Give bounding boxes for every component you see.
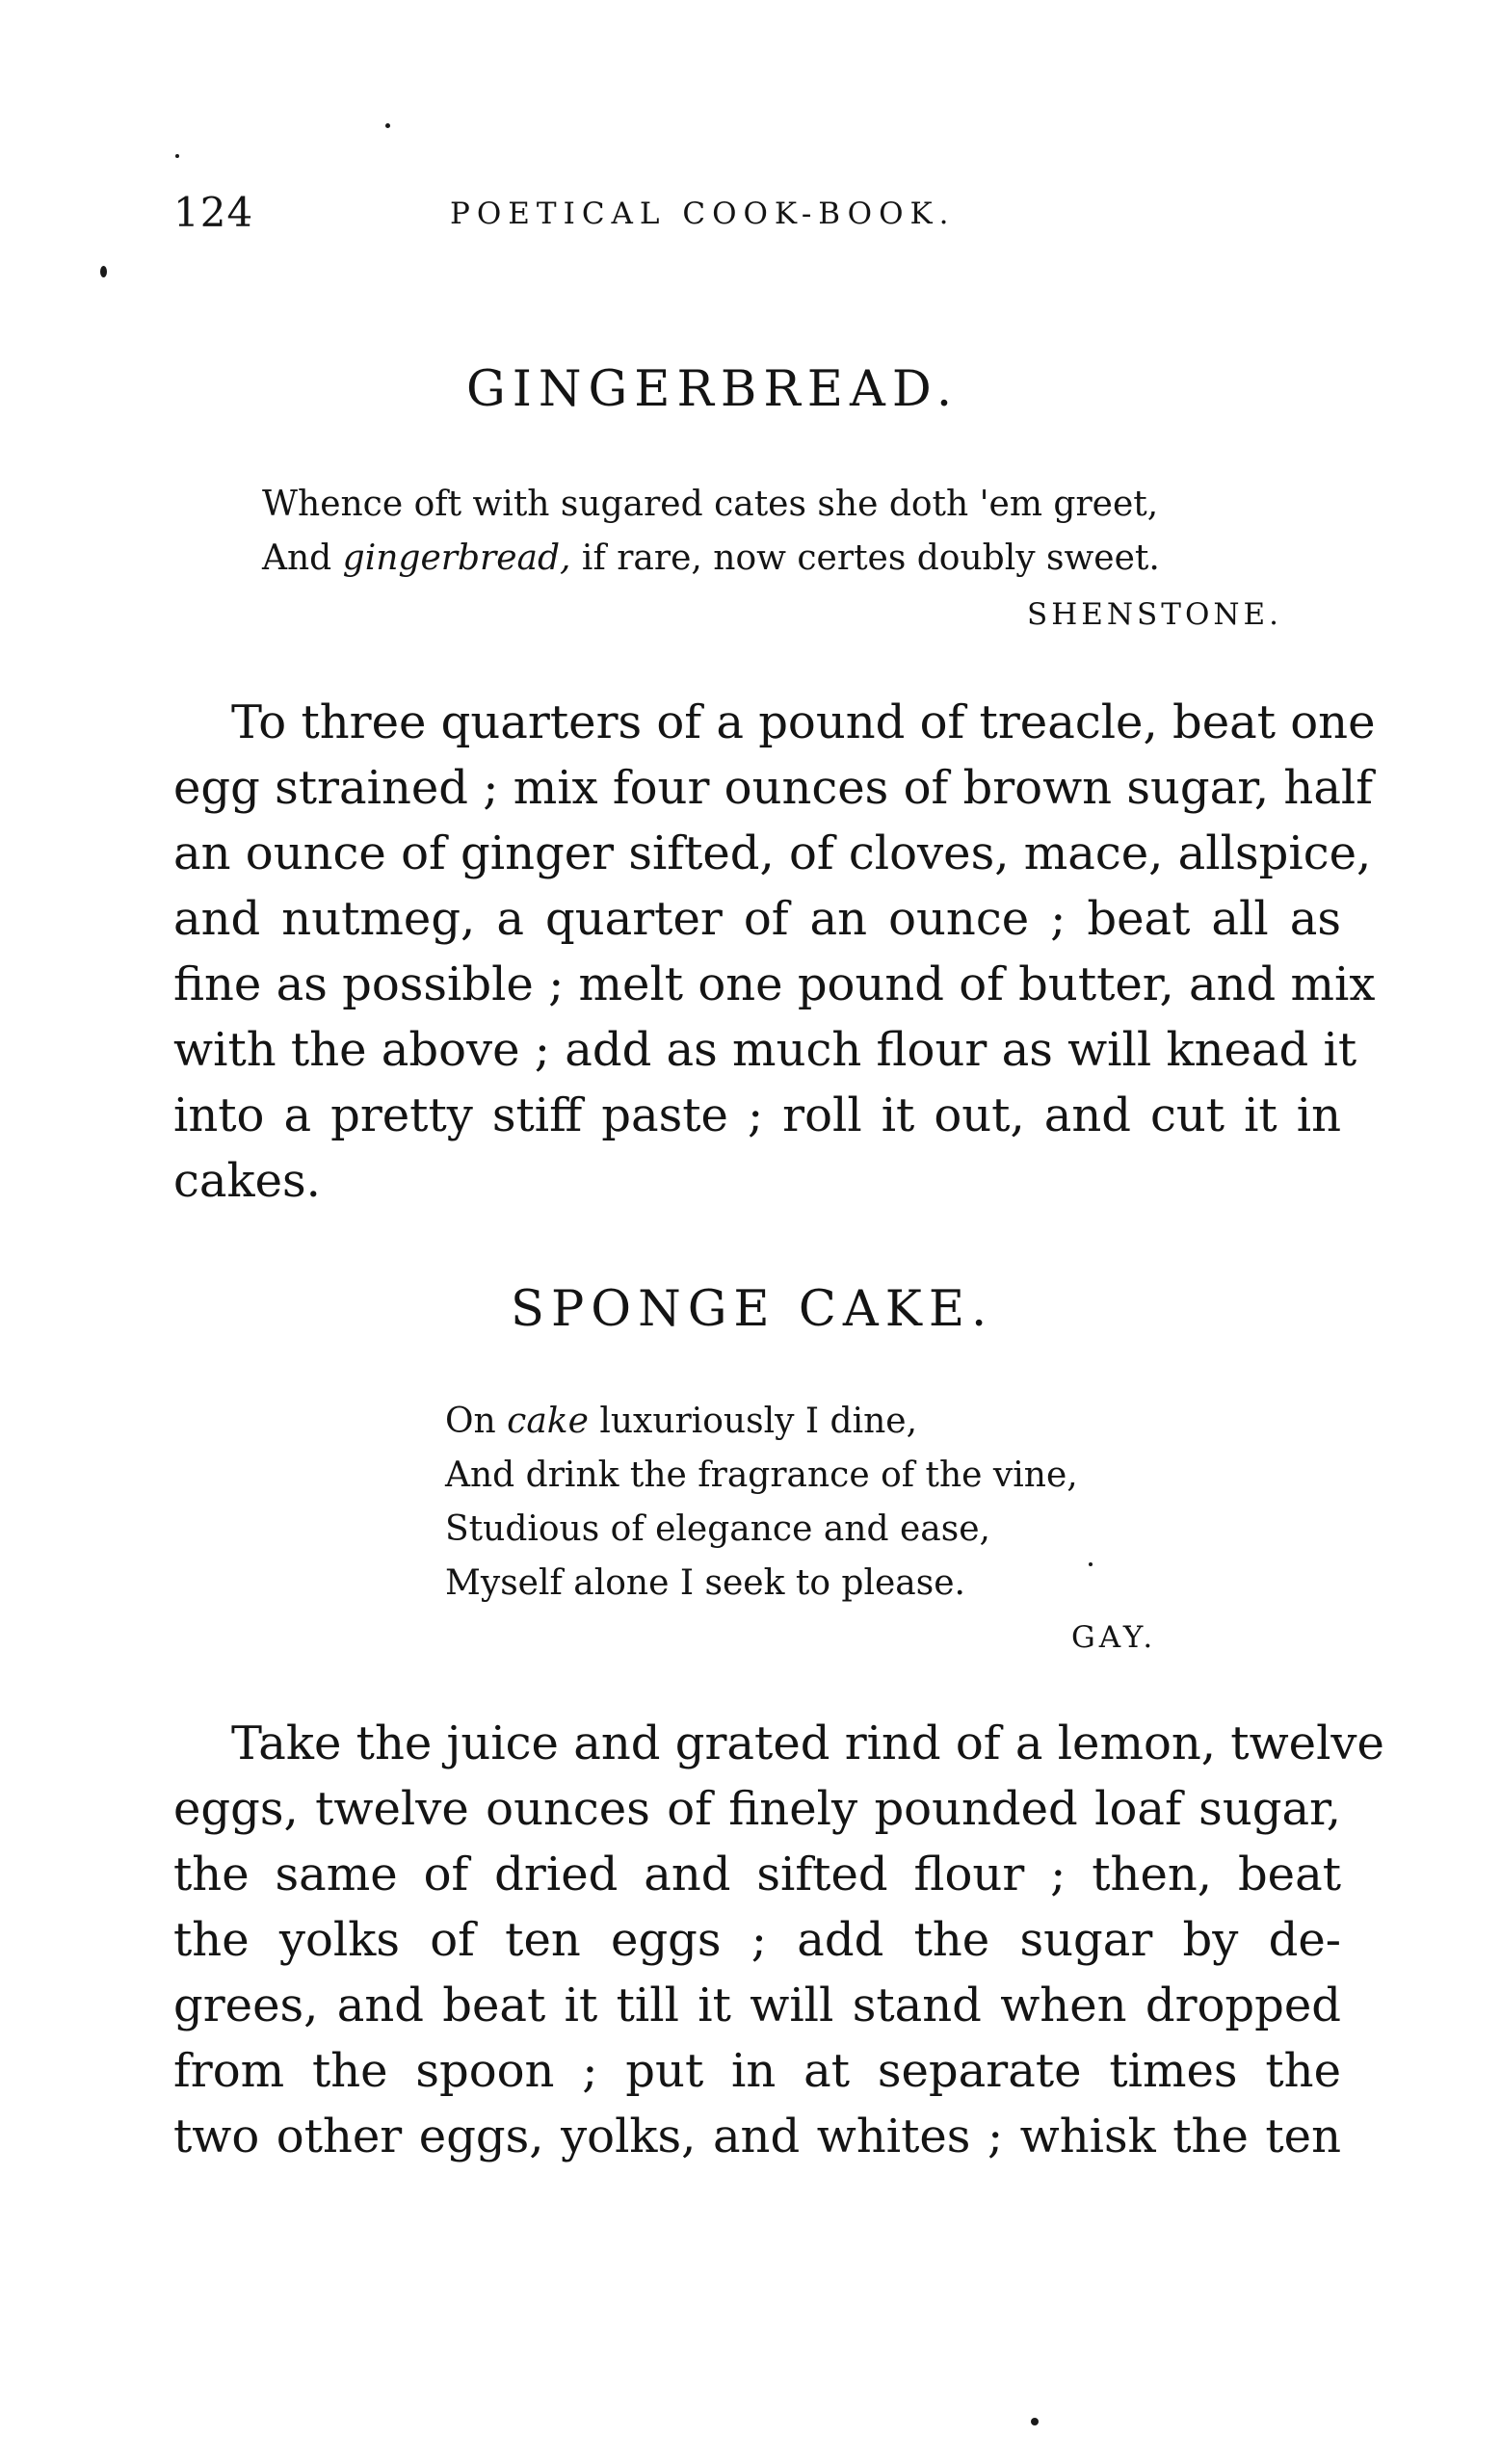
recipe-line: the yolks of ten eggs ; add the sugar by de- bbox=[173, 1913, 1341, 1967]
recipe-gingerbread bbox=[173, 690, 1376, 1214]
verse-line: Whence oft with sugared cates she doth 'em greet, bbox=[262, 485, 1159, 524]
ink-speck bbox=[175, 154, 179, 158]
recipe-line: from the spoon ; put in at separate times the bbox=[173, 2044, 1341, 2098]
recipe-line: an ounce of ginger sifted, of cloves, mace, allspice, bbox=[173, 826, 1372, 880]
verse-line bbox=[445, 1395, 1078, 1449]
section-title-gingerbread: GINGERBREAD. bbox=[466, 361, 960, 418]
verse-gingerbread bbox=[262, 478, 1160, 586]
verse-text: And bbox=[262, 538, 343, 578]
verse-text: On bbox=[445, 1402, 508, 1441]
recipe-line: the same of dried and sifted flour ; then, beat bbox=[173, 1848, 1341, 1901]
verse-sponge-cake bbox=[445, 1395, 1078, 1611]
verse-line: Myself alone I seek to please. bbox=[445, 1563, 965, 1603]
recipe-line: To three quarters of a pound of treacle, beat one bbox=[231, 695, 1376, 749]
recipe-line: cakes. bbox=[173, 1154, 321, 1208]
verse-italic-word: cake bbox=[507, 1402, 589, 1441]
recipe-line: into a pretty stiff paste ; roll it out, and cut it in bbox=[173, 1088, 1341, 1142]
recipe-sponge-cake bbox=[173, 1711, 1384, 2169]
recipe-line: grees, and beat it till it will stand when dropped bbox=[173, 1979, 1341, 2032]
page-header bbox=[173, 189, 1349, 247]
page-number: 124 bbox=[173, 189, 254, 236]
recipe-line: two other eggs, yolks, and whites ; whisk the ten bbox=[173, 2110, 1341, 2163]
running-title: POETICAL COOK-BOOK. bbox=[450, 197, 956, 231]
ink-speck bbox=[100, 266, 107, 277]
verse-text: luxuriously I dine, bbox=[588, 1402, 918, 1441]
verse-text: if rare, now certes doubly sweet. bbox=[570, 538, 1160, 578]
recipe-line: Take the juice and grated rind of a lemon, twelve bbox=[231, 1717, 1384, 1770]
recipe-line: egg strained ; mix four ounces of brown sugar, half bbox=[173, 761, 1374, 815]
attribution-shenstone: SHENSTONE. bbox=[1027, 597, 1282, 632]
recipe-line: and nutmeg, a quarter of an ounce ; beat all as bbox=[173, 892, 1341, 946]
ink-speck bbox=[1089, 1562, 1093, 1566]
verse-line: Studious of elegance and ease, bbox=[445, 1509, 990, 1549]
section-title-sponge-cake: SPONGE CAKE. bbox=[511, 1281, 994, 1338]
recipe-line: eggs, twelve ounces of finely pounded loaf sugar, bbox=[173, 1782, 1341, 1836]
attribution-gay: GAY. bbox=[1071, 1620, 1157, 1655]
verse-italic-word: gingerbread, bbox=[342, 538, 571, 578]
ink-speck bbox=[385, 123, 390, 128]
recipe-line: with the above ; add as much flour as will knead it bbox=[173, 1023, 1357, 1077]
ink-speck bbox=[1031, 2418, 1039, 2425]
verse-line bbox=[262, 532, 1160, 586]
verse-line: And drink the fragrance of the vine, bbox=[445, 1455, 1078, 1495]
recipe-line: fine as possible ; melt one pound of butter, and mix bbox=[173, 957, 1376, 1011]
